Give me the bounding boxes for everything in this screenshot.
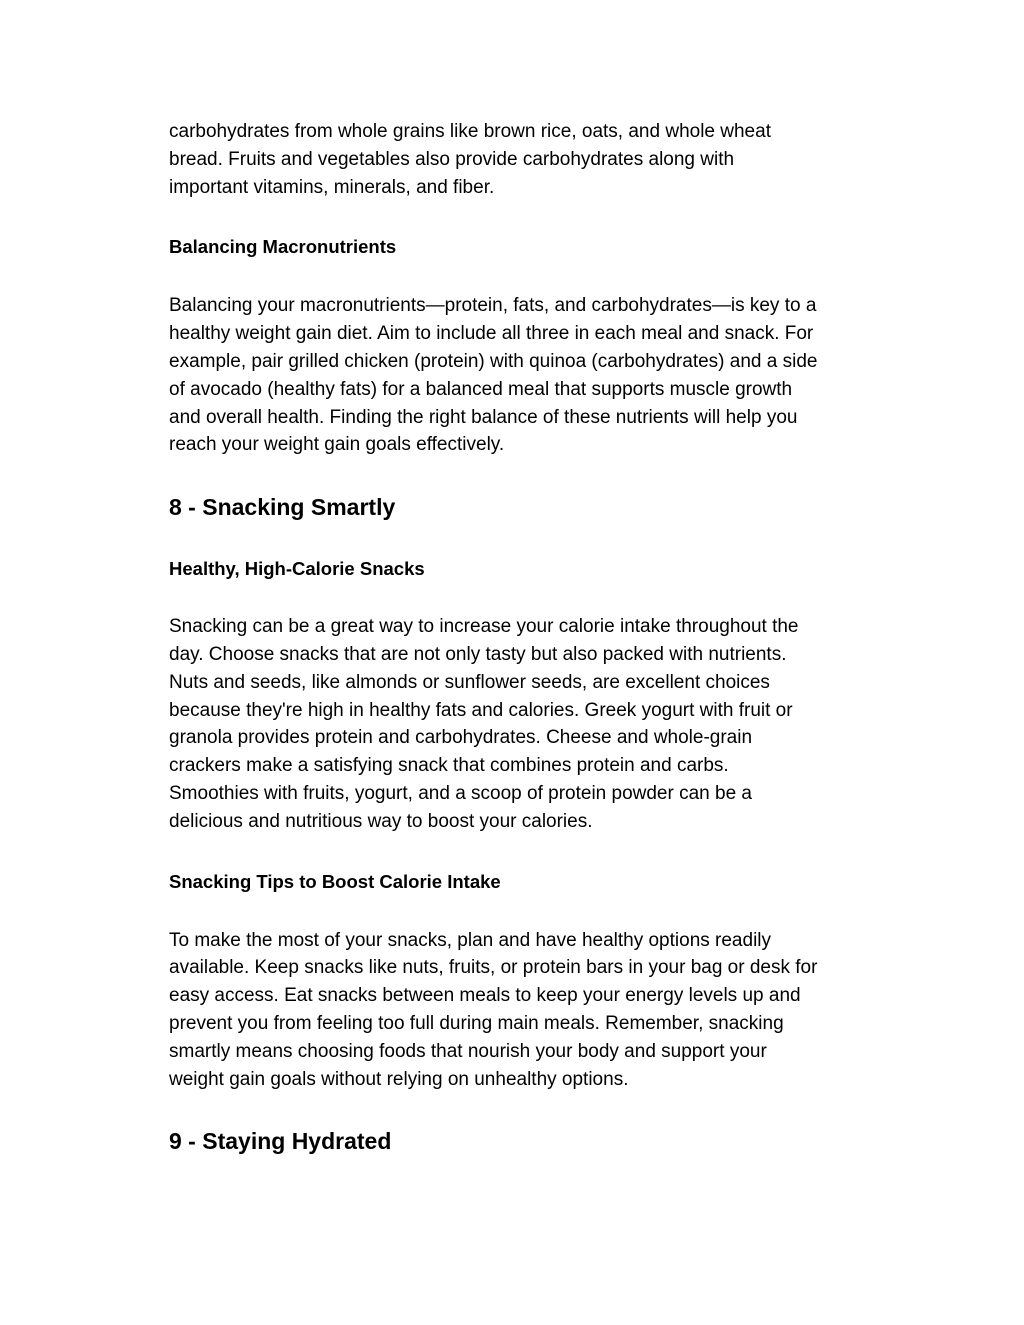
section-heading-staying-hydrated: 9 - Staying Hydrated	[169, 1128, 392, 1155]
paragraph-balancing: Balancing your macronutrients—protein, fats, and carbohydrates—is key to a healthy weight gain diet. Aim to include all three in each meal and snack. For example, pair grilled chicken (protein) with quinoa (carbohydrates) and a side of avocado (healthy fats) for a balanced meal that supports muscle growth and overall health. Finding the right balance of these nutrients will help you reach your weight gain goals effectively.	[169, 295, 818, 456]
paragraph-snacks: Snacking can be a great way to increase your calorie intake throughout the day. Choose snacks that are not only tasty but also packed with nutrients. Nuts and seeds, like almonds or sunflower seeds, are excellent choices because they're high in healthy fats and calories. Greek yogurt with fruit or granola provides protein and carbohydrates. Cheese and whole-grain crackers make a satisfying snack that combines protein and carbs. Smoothies with fruits, yogurt, and a scoop of protein powder can be a delicious and nutritious way to boost your calories.	[169, 616, 799, 832]
document-page	[169, 118, 869, 1156]
paragraph-snacking-tips: To make the most of your snacks, plan and have healthy options readily available. Keep snacks like nuts, fruits, or protein bars in your bag or desk for easy access. Eat snacks between meals to keep your energy levels up and prevent you from feeling too full during main meals. Remember, snacking smartly means choosing foods that nourish your body and support your weight gain goals without relying on unhealthy options.	[169, 929, 818, 1090]
subheading-balancing-macronutrients: Balancing Macronutrients	[169, 236, 397, 258]
subheading-snacking-tips: Snacking Tips to Boost Calorie Intake	[169, 870, 501, 892]
subheading-high-calorie-snacks: Healthy, High-Calorie Snacks	[169, 558, 425, 580]
section-heading-snacking-smartly: 8 - Snacking Smartly	[169, 494, 396, 521]
paragraph-carbohydrates: carbohydrates from whole grains like brown rice, oats, and whole wheat bread. Fruits and vegetables also provide carbohydrates along with important vitamins, minerals, and fiber.	[169, 121, 771, 198]
